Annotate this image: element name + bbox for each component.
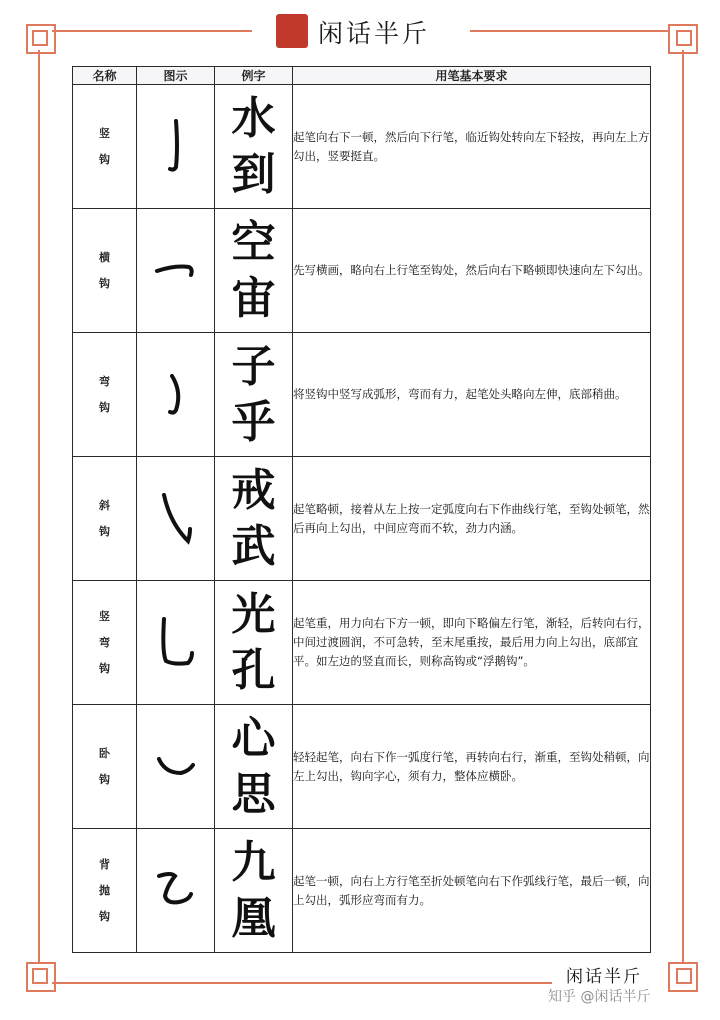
stroke-name-char: 钩 (99, 772, 110, 786)
example-chars (215, 705, 293, 829)
footer-brand: 闲话半斤 (566, 967, 642, 987)
stroke-name-char: 弯 (99, 374, 110, 388)
page-title: 闲话半斤 (318, 19, 431, 48)
example-chars (215, 333, 293, 457)
stroke-name (73, 457, 137, 581)
vertical-bend-hook-stroke-icon (137, 581, 215, 705)
stroke-name-char: 竖 (99, 609, 110, 623)
requirement-text: 将竖钩中竖写成弧形，弯而有力，起笔处头略向左伸，底部稍曲。 (293, 333, 651, 457)
example-char: 孔 (231, 644, 276, 696)
seal-stamp (276, 14, 308, 48)
example-chars (215, 829, 293, 953)
example-char: 戒 (231, 464, 276, 516)
stroke-name (73, 209, 137, 333)
requirement-text: 轻轻起笔，向右下作一弧度行笔，再转向右行，渐重，至钩处稍顿，向左上勾出，钩向字心，须有力，整体应横卧。 (293, 705, 651, 829)
requirement-text: 起笔一顿，向右上方行笔至折处顿笔向右下作弧线行笔，最后一顿，向上勾出，弧形应弯而有力。 (293, 829, 651, 953)
requirement-text: 起笔重，用力向右下方一顿，即向下略偏左行笔，渐轻，后转向右行，中间过渡圆润，不可急转，至末尾重按，最后用力向上勾出，底部宜平。如左边的竖直而长，则称高钩或“浮鹅钩”。 (293, 581, 651, 705)
stroke-name-char: 弯 (99, 635, 110, 649)
table-row (73, 85, 651, 209)
stroke-name-char: 钩 (99, 152, 110, 166)
table-header-row (73, 67, 651, 85)
example-char: 武 (231, 520, 276, 572)
frame-right-line (682, 50, 684, 962)
example-char: 到 (231, 148, 276, 200)
example-char: 思 (231, 768, 276, 820)
frame-bottom-line (52, 982, 552, 984)
example-char: 九 (231, 836, 276, 888)
table-row (73, 209, 651, 333)
example-char: 子 (231, 340, 276, 392)
stroke-name (73, 85, 137, 209)
example-char: 乎 (231, 396, 276, 448)
example-char: 水 (231, 92, 276, 144)
example-char: 宙 (231, 272, 276, 324)
stroke-name-char: 钩 (99, 909, 110, 923)
stroke-name (73, 829, 137, 953)
requirement-text: 先写横画，略向右上行笔至钩处，然后向右下略顿即快速向左下勾出。 (293, 209, 651, 333)
stroke-name-char: 斜 (99, 498, 110, 512)
stroke-name (73, 333, 137, 457)
stroke-name-char: 钩 (99, 276, 110, 290)
back-throw-hook-stroke-icon (137, 829, 215, 953)
stroke-name-char: 横 (99, 250, 110, 264)
table-row (73, 581, 651, 705)
vertical-hook-stroke-icon (137, 85, 215, 209)
example-chars (215, 581, 293, 705)
corner-ornament-br-inner (676, 968, 692, 984)
frame-left-line (38, 50, 40, 962)
example-char: 心 (231, 712, 276, 764)
horizontal-hook-stroke-icon (137, 209, 215, 333)
watermark: 知乎 @闲话半斤 (548, 989, 651, 1005)
header-name: 名称 (73, 67, 137, 85)
example-char: 光 (231, 588, 276, 640)
stroke-table (72, 66, 651, 953)
example-chars (215, 209, 293, 333)
curved-hook-stroke-icon (137, 333, 215, 457)
example-char: 凰 (231, 892, 276, 944)
corner-ornament-bl-inner (32, 968, 48, 984)
header-example: 例字 (215, 67, 293, 85)
lying-hook-stroke-icon (137, 705, 215, 829)
slant-hook-stroke-icon (137, 457, 215, 581)
stroke-name-char: 抛 (99, 883, 110, 897)
header-stroke: 图示 (137, 67, 215, 85)
stroke-name-char: 钩 (99, 400, 110, 414)
stroke-name-char: 卧 (99, 746, 110, 760)
requirement-text: 起笔略顿，接着从左上按一定弧度向右下作曲线行笔，至钩处顿笔，然后再向上勾出，中间应弯而不软，劲力内涵。 (293, 457, 651, 581)
stroke-name (73, 705, 137, 829)
table-row (73, 457, 651, 581)
stroke-name-char: 钩 (99, 661, 110, 675)
table-row (73, 705, 651, 829)
stroke-name-char: 钩 (99, 524, 110, 538)
requirement-text: 起笔向右下一顿，然后向下行笔，临近钩处转向左下轻按，再向左上方勾出，竖要挺直。 (293, 85, 651, 209)
stroke-name-char: 竖 (99, 126, 110, 140)
page-header (0, 10, 720, 52)
header-requirement: 用笔基本要求 (293, 67, 651, 85)
example-chars (215, 457, 293, 581)
stroke-name (73, 581, 137, 705)
example-char: 空 (231, 216, 276, 268)
table-row (73, 333, 651, 457)
stroke-name-char: 背 (99, 857, 110, 871)
example-chars (215, 85, 293, 209)
table-row (73, 829, 651, 953)
